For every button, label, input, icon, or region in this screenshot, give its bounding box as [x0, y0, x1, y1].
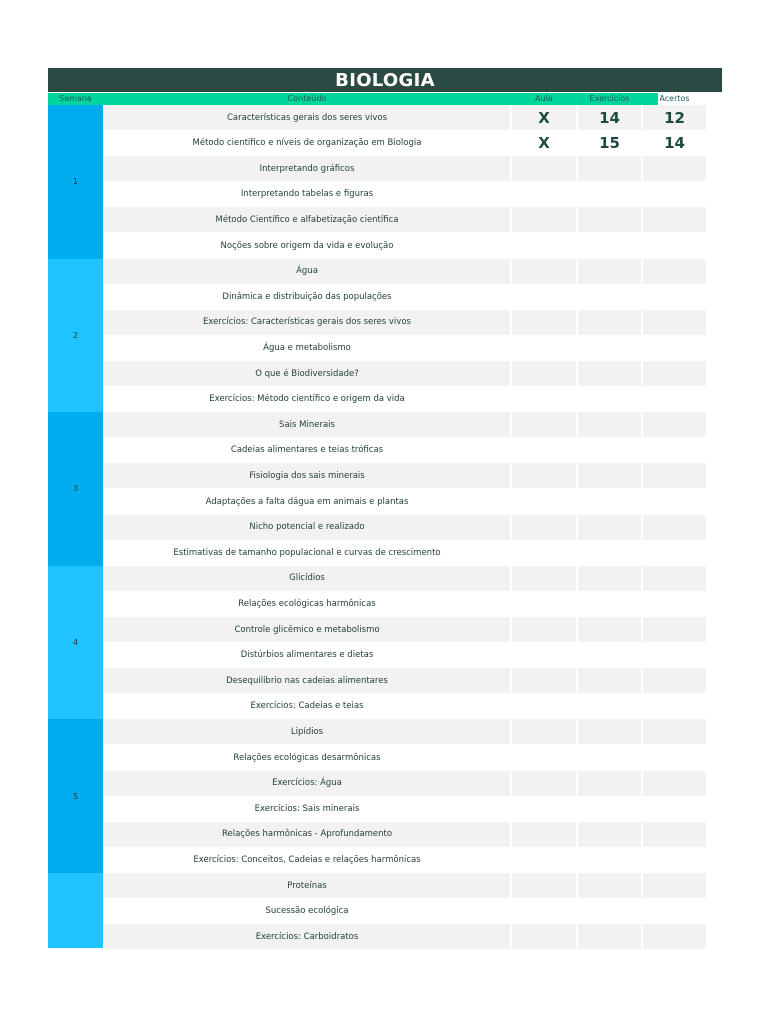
table-row: [104, 643, 658, 668]
exercicios-cell: [578, 207, 641, 232]
exercicios-cell-value: 14: [599, 108, 620, 127]
week-label: 5: [72, 791, 79, 801]
acertos-cell: [643, 822, 706, 847]
content-cell: [104, 822, 510, 847]
table-row: [104, 412, 658, 437]
acertos-cell: [643, 899, 706, 924]
exercicios-cell: [578, 489, 641, 514]
exercicios-cell: [578, 745, 641, 770]
aula-cell: [512, 284, 576, 309]
aula-cell: [512, 540, 576, 565]
aula-cell: [512, 694, 576, 719]
table-row: [104, 131, 685, 156]
acertos-cell: [643, 463, 706, 488]
acertos-cell: [643, 566, 706, 591]
aula-cell-value: X: [538, 134, 550, 153]
content-cell-value: Água e metabolismo: [263, 342, 351, 353]
week-label: 3: [72, 484, 79, 494]
exercicios-cell: [578, 131, 641, 156]
week-label: 1: [72, 177, 79, 187]
table-row: [104, 694, 658, 719]
aula-cell: [512, 515, 576, 540]
table-row: [104, 745, 658, 770]
table-row: [104, 617, 658, 642]
content-cell-value: Método Científico e alfabetização científica: [215, 214, 399, 225]
content-cell-value: Lipídios: [290, 726, 324, 737]
table-row: [104, 591, 658, 616]
acertos-cell-value: 12: [664, 108, 685, 127]
table-row: [104, 822, 658, 847]
acertos-cell: [643, 284, 706, 309]
content-cell: [104, 540, 510, 565]
content-cell: [104, 924, 510, 949]
table-row: [104, 233, 658, 258]
content-cell: [104, 847, 510, 872]
aula-cell: [512, 617, 576, 642]
content-cell-value: Sucessão ecológica: [265, 906, 349, 917]
content-cell: [104, 617, 510, 642]
exercicios-cell: [578, 847, 641, 872]
acertos-cell: [643, 233, 706, 258]
exercicios-cell: [578, 540, 641, 565]
exercicios-cell: [578, 233, 641, 258]
week-block: [48, 719, 103, 873]
aula-cell: [512, 822, 576, 847]
aula-cell: [512, 131, 576, 156]
content-cell-value: Interpretando gráficos: [259, 163, 355, 174]
content-cell-value: Controle glicêmico e metabolismo: [234, 624, 380, 635]
content-cell-value: Estimativas de tamanho populacional e curvas de crescimento: [173, 547, 441, 558]
content-cell-value: Desequilíbrio nas cadeias alimentares: [226, 675, 388, 686]
table-row: [104, 259, 658, 284]
acertos-cell: [643, 694, 706, 719]
table-row: [104, 668, 658, 693]
acertos-cell: [643, 438, 706, 463]
content-cell-value: Adaptações a falta dágua em animais e plantas: [205, 496, 409, 507]
aula-cell: [512, 745, 576, 770]
acertos-cell-value: 14: [664, 134, 685, 153]
aula-cell: [512, 668, 576, 693]
acertos-cell: [643, 310, 706, 335]
exercicios-cell: [578, 438, 641, 463]
table-row: [104, 771, 658, 796]
content-cell: [104, 489, 510, 514]
table-row: [104, 719, 658, 744]
aula-cell: [512, 335, 576, 360]
content-cell-value: Cadeias alimentares e teias tróficas: [230, 445, 384, 456]
header-conteudo: Conteúdo: [287, 94, 327, 103]
acertos-cell: [643, 540, 706, 565]
content-cell-value: Relações ecológicas desarmônicas: [233, 752, 381, 763]
aula-cell: [512, 438, 576, 463]
exercicios-cell: [578, 643, 641, 668]
table-row: [104, 463, 658, 488]
table-row: [104, 924, 658, 949]
table-row: [104, 515, 658, 540]
table-row: [104, 796, 658, 821]
aula-cell: [512, 899, 576, 924]
acertos-cell: [643, 643, 706, 668]
content-cell-value: Distúrbios alimentares e dietas: [240, 650, 374, 661]
acertos-cell: [643, 591, 706, 616]
exercicios-cell: [578, 105, 641, 130]
content-cell: [104, 643, 510, 668]
acertos-cell: [643, 847, 706, 872]
content-cell-value: Exercícios: Conceitos, Cadeias e relações harmônicas: [193, 854, 421, 865]
content-cell-value: Água: [296, 266, 318, 277]
content-cell-value: Exercícios: Características gerais dos seres vivos: [203, 317, 411, 328]
acertos-cell: [643, 515, 706, 540]
table-row: [104, 156, 658, 181]
content-cell: [104, 361, 510, 386]
content-cell-value: Relações ecológicas harmônicas: [238, 598, 376, 609]
acertos-cell: [643, 668, 706, 693]
content-cell-value: Método científico e níveis de organização em Biologia: [192, 138, 422, 149]
table-row: [104, 361, 658, 386]
week-block: [48, 873, 103, 948]
aula-cell: [512, 412, 576, 437]
title-bar: [48, 68, 722, 92]
exercicios-cell: [578, 873, 641, 898]
acertos-cell: [643, 387, 706, 412]
aula-cell: [512, 156, 576, 181]
content-cell: [104, 438, 510, 463]
exercicios-cell: [578, 335, 641, 360]
content-cell: [104, 719, 510, 744]
content-cell: [104, 156, 510, 181]
table-row: [104, 182, 658, 207]
exercicios-cell: [578, 899, 641, 924]
acertos-cell: [643, 617, 706, 642]
exercicios-cell: [578, 412, 641, 437]
week-label: 4: [72, 638, 79, 648]
acertos-cell: [643, 796, 706, 821]
exercicios-cell: [578, 182, 641, 207]
content-cell: [104, 566, 510, 591]
content-cell: [104, 463, 510, 488]
week-block: [48, 566, 103, 720]
content-cell-value: Exercícios: Água: [272, 778, 342, 789]
acertos-cell: [643, 259, 706, 284]
acertos-cell: [643, 105, 706, 130]
exercicios-cell: [578, 822, 641, 847]
acertos-cell: [643, 489, 706, 514]
content-cell: [104, 873, 510, 898]
content-cell-value: Glicídios: [289, 573, 325, 584]
content-cell: [104, 387, 510, 412]
content-cell-value: Sais Minerais: [279, 419, 335, 430]
acertos-cell: [643, 745, 706, 770]
aula-cell: [512, 259, 576, 284]
table-row: [104, 438, 658, 463]
exercicios-cell: [578, 796, 641, 821]
acertos-cell: [643, 207, 706, 232]
exercicios-cell: [578, 591, 641, 616]
content-cell-value: Proteínas: [287, 880, 327, 891]
aula-cell: [512, 233, 576, 258]
week-block: [48, 259, 103, 413]
aula-cell: [512, 361, 576, 386]
aula-cell: [512, 105, 576, 130]
content-cell: [104, 412, 510, 437]
table-row: [104, 310, 658, 335]
aula-cell: [512, 207, 576, 232]
exercicios-cell: [578, 310, 641, 335]
exercicios-cell: [578, 924, 641, 949]
table-row: [104, 105, 685, 130]
exercicios-cell: [578, 617, 641, 642]
aula-cell: [512, 719, 576, 744]
content-cell: [104, 233, 510, 258]
content-cell: [104, 515, 510, 540]
aula-cell: [512, 847, 576, 872]
content-cell: [104, 796, 510, 821]
content-cell-value: Exercícios: Cadeias e teias: [250, 701, 364, 712]
exercicios-cell-value: 15: [599, 134, 620, 153]
week-label: 2: [72, 330, 79, 340]
table-row: [104, 207, 658, 232]
content-cell: [104, 131, 510, 156]
exercicios-cell: [578, 387, 641, 412]
header-aula: Aula: [535, 94, 553, 103]
exercicios-cell: [578, 156, 641, 181]
content-cell-value: Exercícios: Sais minerais: [254, 803, 360, 814]
table-row: [104, 566, 658, 591]
aula-cell: [512, 796, 576, 821]
aula-cell: [512, 310, 576, 335]
content-cell-value: Interpretando tabelas e figuras: [240, 189, 374, 200]
table-row: [104, 489, 658, 514]
acertos-cell: [643, 771, 706, 796]
aula-cell: [512, 643, 576, 668]
content-cell: [104, 591, 510, 616]
content-cell: [104, 745, 510, 770]
aula-cell: [512, 771, 576, 796]
exercicios-cell: [578, 259, 641, 284]
content-cell-value: Dinâmica e distribuição das populações: [222, 291, 392, 302]
exercicios-cell: [578, 668, 641, 693]
table-row: [104, 284, 658, 309]
content-cell: [104, 284, 510, 309]
content-cell-value: Exercícios: Método científico e origem da vida: [209, 394, 405, 405]
header-acertos: Acertos: [659, 94, 690, 103]
column-header-row: [48, 93, 690, 105]
aula-cell: [512, 566, 576, 591]
exercicios-cell: [578, 694, 641, 719]
content-cell-value: O que é Biodiversidade?: [255, 368, 359, 379]
exercicios-cell: [578, 361, 641, 386]
content-cell-value: Relações harmônicas - Aprofundamento: [221, 829, 393, 840]
header-exercicios: Exercícios: [589, 94, 630, 103]
aula-cell: [512, 463, 576, 488]
aula-cell: [512, 924, 576, 949]
exercicios-cell: [578, 771, 641, 796]
content-cell: [104, 207, 510, 232]
content-cell-value: Características gerais dos seres vivos: [227, 112, 387, 123]
acertos-cell: [643, 156, 706, 181]
content-cell-value: Fisiologia dos sais minerais: [249, 470, 365, 481]
acertos-cell: [643, 335, 706, 360]
exercicios-cell: [578, 566, 641, 591]
week-block: [48, 412, 103, 566]
acertos-cell: [643, 412, 706, 437]
table-row: [104, 387, 658, 412]
content-cell: [104, 668, 510, 693]
aula-cell: [512, 182, 576, 207]
table-row: [104, 335, 658, 360]
content-cell: [104, 694, 510, 719]
content-cell-value: Nicho potencial e realizado: [249, 522, 365, 533]
table-row: [104, 540, 658, 565]
content-cell-value: Noções sobre origem da vida e evolução: [220, 240, 394, 251]
acertos-cell: [643, 131, 706, 156]
page-title: BIOLOGIA: [335, 69, 435, 91]
table-row: [104, 847, 658, 872]
acertos-cell: [643, 719, 706, 744]
content-cell: [104, 259, 510, 284]
exercicios-cell: [578, 515, 641, 540]
acertos-cell: [643, 182, 706, 207]
content-cell: [104, 335, 510, 360]
acertos-cell: [643, 924, 706, 949]
week-block: [48, 105, 103, 259]
content-cell: [104, 310, 510, 335]
content-cell: [104, 899, 510, 924]
exercicios-cell: [578, 719, 641, 744]
aula-cell: [512, 387, 576, 412]
acertos-cell: [643, 873, 706, 898]
acertos-cell: [643, 361, 706, 386]
header-semana: Semana: [59, 94, 92, 103]
content-cell: [104, 105, 510, 130]
content-cell: [104, 182, 510, 207]
content-cell-value: Exercícios: Carboidratos: [255, 931, 359, 942]
aula-cell-value: X: [538, 108, 550, 127]
aula-cell: [512, 873, 576, 898]
aula-cell: [512, 591, 576, 616]
exercicios-cell: [578, 284, 641, 309]
table-row: [104, 899, 658, 924]
table-row: [104, 873, 658, 898]
aula-cell: [512, 489, 576, 514]
content-cell: [104, 771, 510, 796]
exercicios-cell: [578, 463, 641, 488]
